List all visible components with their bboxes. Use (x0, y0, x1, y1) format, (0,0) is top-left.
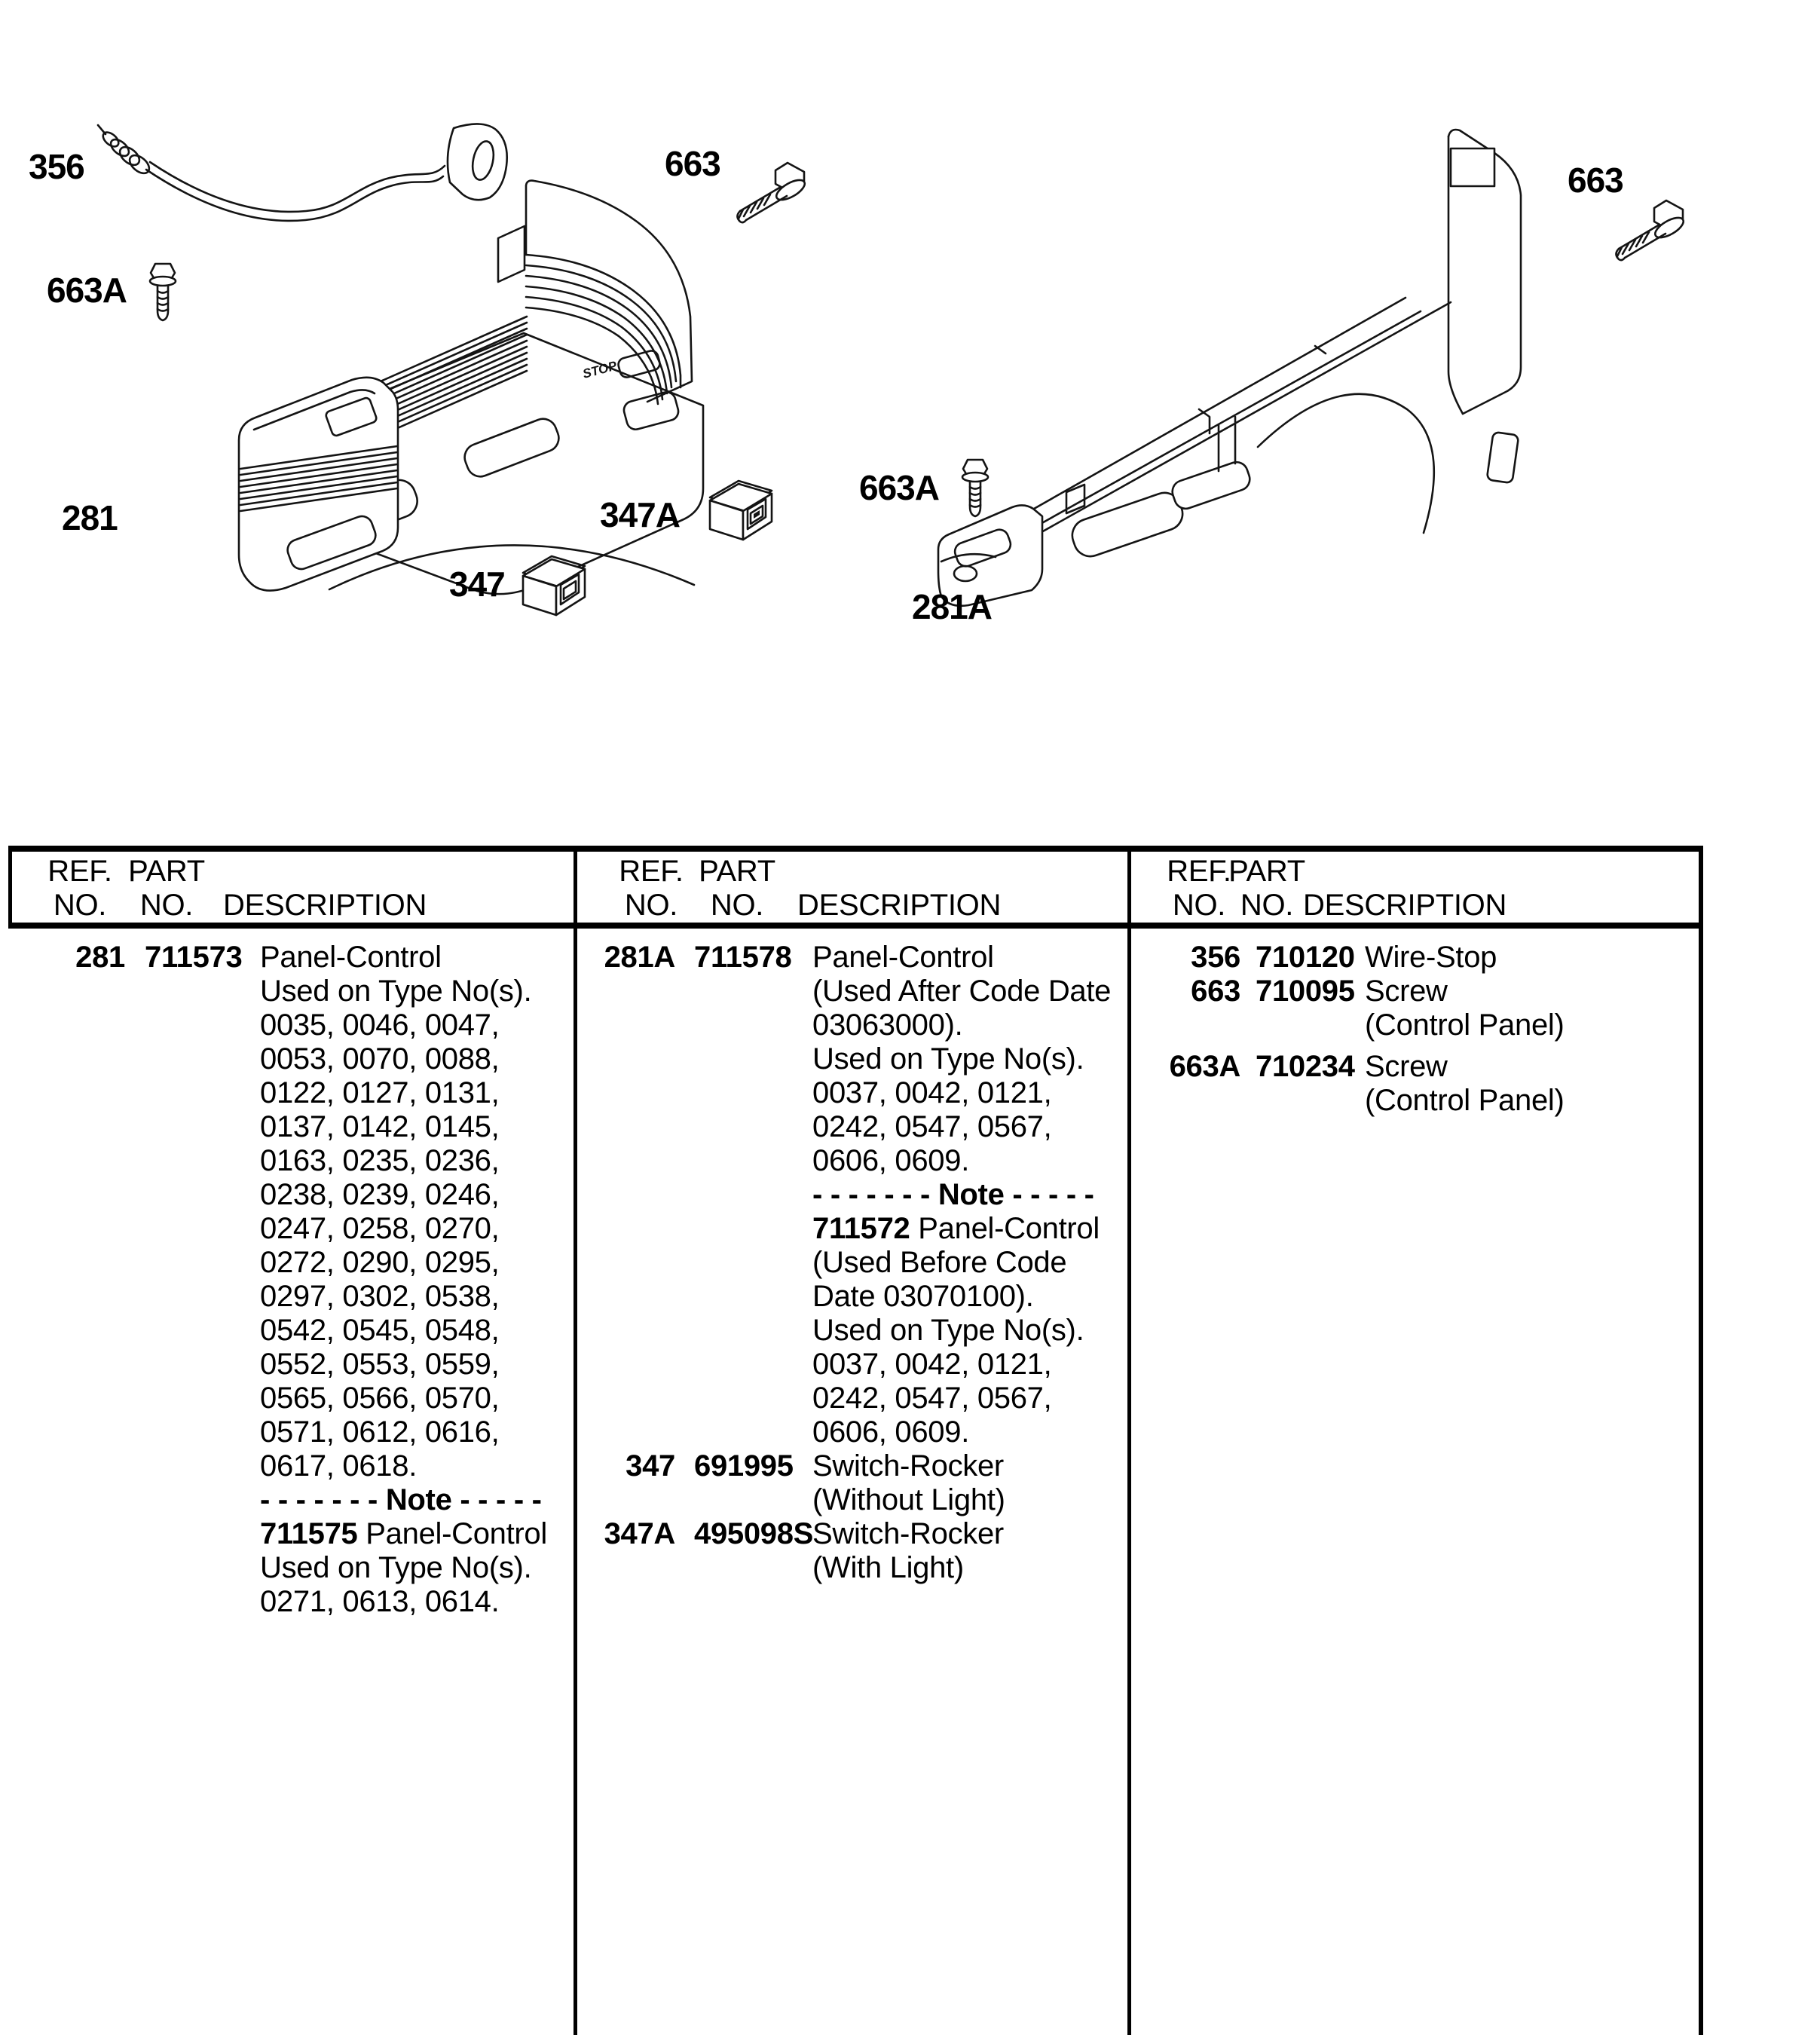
description-text: 0297, 0302, 0538, (260, 1280, 500, 1313)
column-header-3 (1131, 855, 1699, 923)
description-text: 0565, 0566, 0570, (260, 1382, 500, 1415)
ref-no-value: 663 (1191, 975, 1240, 1008)
description-header: DESCRIPTION (223, 889, 427, 922)
table-line (8, 1517, 574, 1551)
table-line (577, 1246, 1127, 1280)
part-label-281a: 281A (912, 587, 992, 626)
parts-column-2 (577, 941, 1127, 1585)
part-no-header-line1: PART (699, 855, 775, 888)
description-text: Used on Type No(s). (260, 975, 532, 1008)
table-line (8, 941, 574, 975)
description-text: 0247, 0258, 0270, (260, 1212, 500, 1245)
ref-no-header-line1: REF. (1167, 855, 1231, 888)
part-label-347: 347 (449, 565, 505, 604)
ref-no-value: 281A (604, 941, 675, 974)
table-line (577, 941, 1127, 975)
ref-no-header-line1: REF. (619, 855, 684, 888)
control-panel-281A-drawing (923, 117, 1571, 614)
table-line (577, 1212, 1127, 1246)
description-text: 711572 Panel-Control (812, 1212, 1100, 1245)
part-label-356: 356 (29, 147, 84, 186)
parts-column-3 (1131, 941, 1699, 1118)
table-line (8, 1483, 574, 1517)
table-line (577, 1008, 1127, 1042)
table-line (8, 1314, 574, 1348)
table-line (577, 1483, 1127, 1517)
table-line (8, 1110, 574, 1144)
part-no-header-line1: PART (1228, 855, 1305, 888)
description-text: Used on Type No(s). (812, 1042, 1084, 1076)
screw-663A-left-icon (145, 261, 181, 324)
table-line (577, 1551, 1127, 1585)
description-text: 0053, 0070, 0088, (260, 1042, 500, 1076)
description-header: DESCRIPTION (797, 889, 1002, 922)
ref-no-header-line2: NO. (624, 889, 678, 922)
description-text: Panel-Control (260, 941, 442, 974)
switch-347A-icon (701, 476, 779, 544)
description-text: 0163, 0235, 0236, (260, 1144, 500, 1177)
table-line (8, 1008, 574, 1042)
part-label-347a: 347A (600, 495, 680, 534)
part-label-663al: 663A (47, 271, 127, 310)
table-line (577, 1382, 1127, 1415)
part-no-header-line2: NO. (139, 889, 194, 922)
ref-no-value: 663A (1169, 1050, 1240, 1083)
ref-no-value: 347 (626, 1449, 675, 1483)
part-no-header-line1: PART (128, 855, 205, 888)
table-line (8, 1382, 574, 1415)
description-text: 0137, 0142, 0145, (260, 1110, 500, 1143)
description-text: 0238, 0239, 0246, (260, 1178, 500, 1211)
table-line (1131, 1008, 1699, 1042)
description-text: 0037, 0042, 0121, (812, 1076, 1052, 1109)
table-line (8, 1212, 574, 1246)
table-line (8, 1144, 574, 1178)
stop-text: STOP (581, 358, 619, 381)
part-label-281: 281 (62, 498, 118, 537)
part-no-value: 495098S (694, 1517, 814, 1550)
description-text: 0606, 0609. (812, 1415, 970, 1449)
description-text: 03063000). (812, 1008, 963, 1042)
part-no-value: 710120 (1256, 941, 1355, 974)
description-text: 711575 Panel-Control (260, 1517, 547, 1550)
description-text: (Without Light) (812, 1483, 1005, 1516)
part-no-value: 710234 (1256, 1050, 1355, 1083)
table-line (1131, 1084, 1699, 1118)
description-text: Used on Type No(s). (260, 1551, 532, 1584)
part-no-value: 711573 (145, 941, 243, 974)
description-text: 0035, 0046, 0047, (260, 1008, 500, 1042)
table-line (8, 1415, 574, 1449)
ref-no-header-line1: REF. (47, 855, 112, 888)
column-header-2 (577, 855, 1127, 923)
description-text: 0271, 0613, 0614. (260, 1585, 500, 1618)
screw-663-left-icon (717, 157, 815, 228)
part-no-header-line2: NO. (710, 889, 764, 922)
table-line (577, 1042, 1127, 1076)
description-text: (Used Before Code (812, 1246, 1067, 1279)
table-line (8, 1076, 574, 1110)
table-line (577, 1517, 1127, 1551)
table-header-divider (8, 923, 1702, 929)
ref-no-header-line2: NO. (53, 889, 107, 922)
table-line (8, 1585, 574, 1619)
description-text: Switch-Rocker (812, 1517, 1004, 1550)
table-line (8, 1042, 574, 1076)
description-text: Used on Type No(s). (812, 1314, 1084, 1347)
ref-no-value: 281 (75, 941, 125, 974)
description-text: 0272, 0290, 0295, (260, 1246, 500, 1279)
description-text: Screw (1365, 975, 1448, 1008)
table-line (577, 1178, 1127, 1212)
table-line (577, 1314, 1127, 1348)
description-text: 0571, 0612, 0616, (260, 1415, 500, 1449)
table-line (577, 1110, 1127, 1144)
column-header-1 (8, 855, 574, 923)
description-text: Date 03070100). (812, 1280, 1034, 1313)
description-text: Wire-Stop (1365, 941, 1497, 974)
table-line (577, 1348, 1127, 1382)
description-text: Panel-Control (812, 941, 994, 974)
table-line (577, 1144, 1127, 1178)
ref-no-header-line2: NO. (1172, 889, 1226, 922)
table-line (8, 1178, 574, 1212)
description-text: (Control Panel) (1365, 1084, 1565, 1117)
part-no-value: 710095 (1256, 975, 1355, 1008)
part-label-663ar: 663A (859, 468, 939, 507)
description-text: (With Light) (812, 1551, 964, 1584)
ref-no-value: 356 (1191, 941, 1240, 974)
table-line (8, 1280, 574, 1314)
screw-663-right-icon (1596, 194, 1694, 266)
description-text: 0242, 0547, 0567, (812, 1110, 1052, 1143)
description-text: - - - - - - - Note - - - - - (260, 1483, 542, 1516)
table-line (8, 1348, 574, 1382)
part-no-value: 691995 (694, 1449, 794, 1483)
description-text: 0606, 0609. (812, 1144, 970, 1177)
screw-663A-right-icon (957, 457, 993, 520)
description-text: 0122, 0127, 0131, (260, 1076, 500, 1109)
table-top-border (8, 846, 1702, 852)
table-line (577, 975, 1127, 1008)
control-panel-281-drawing (215, 173, 780, 614)
table-line (1131, 941, 1699, 975)
parts-column-1 (8, 941, 574, 1619)
part-label-663r: 663 (1568, 161, 1623, 200)
table-line (8, 975, 574, 1008)
description-header: DESCRIPTION (1303, 889, 1507, 922)
description-text: Screw (1365, 1050, 1448, 1083)
description-text: 0542, 0545, 0548, (260, 1314, 500, 1347)
table-line (1131, 1050, 1699, 1084)
description-text: - - - - - - - Note - - - - - (812, 1178, 1094, 1211)
table-line (1131, 975, 1699, 1008)
switch-347-icon (514, 552, 592, 620)
description-text: 0037, 0042, 0121, (812, 1348, 1052, 1381)
table-line (577, 1076, 1127, 1110)
table-line (577, 1280, 1127, 1314)
table-right-border (1699, 846, 1703, 2035)
part-label-663l: 663 (665, 144, 720, 183)
description-text: (Control Panel) (1365, 1008, 1565, 1042)
ref-no-value: 347A (604, 1517, 675, 1550)
description-text: (Used After Code Date (812, 975, 1112, 1008)
description-text: 0552, 0553, 0559, (260, 1348, 500, 1381)
description-text: Switch-Rocker (812, 1449, 1004, 1483)
table-line (8, 1551, 574, 1585)
table-line (577, 1449, 1127, 1483)
part-no-value: 711578 (694, 941, 792, 974)
part-no-header-line2: NO. (1240, 889, 1294, 922)
description-text: 0242, 0547, 0567, (812, 1382, 1052, 1415)
table-line (8, 1449, 574, 1483)
table-line (8, 1246, 574, 1280)
description-text: 0617, 0618. (260, 1449, 418, 1483)
table-line (577, 1415, 1127, 1449)
